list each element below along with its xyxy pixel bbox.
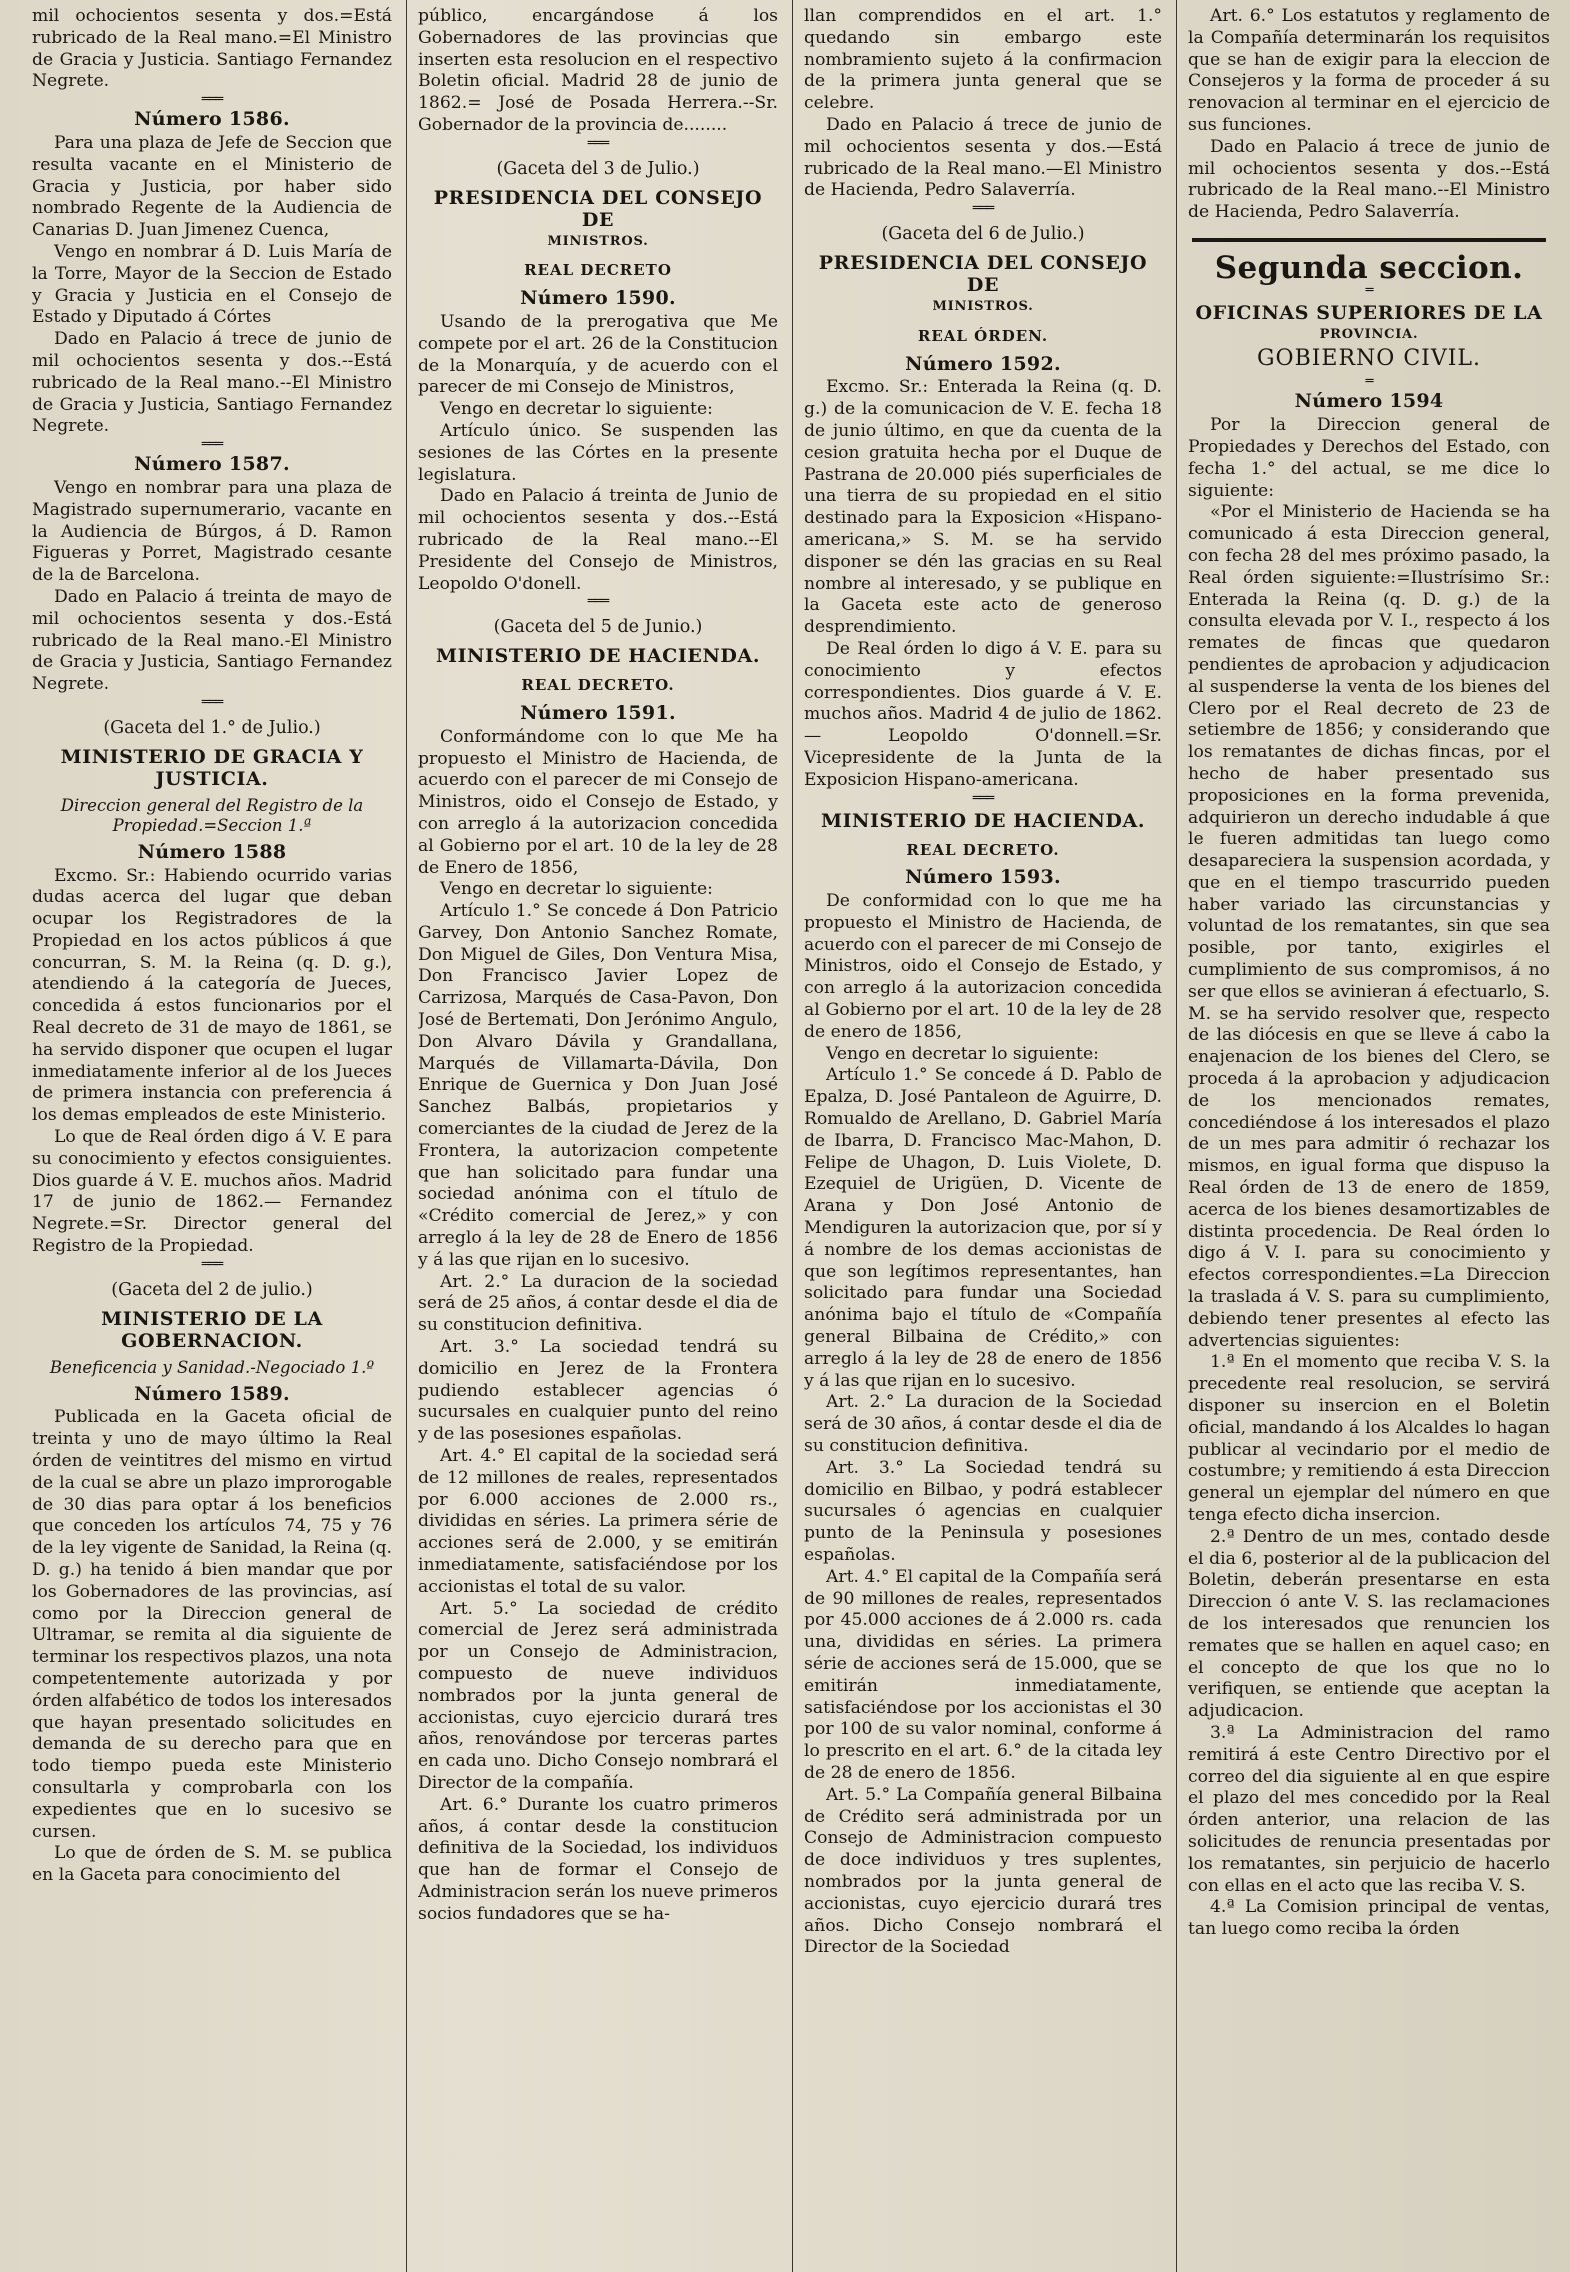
paragraph: Art. 2.° La duracion de la sociedad será de 25 años, á contar desde el dia de su constitucion definitiva. (418, 1271, 778, 1336)
paragraph: Artículo 1.° Se concede á D. Pablo de Epalza, D. José Pantaleon de Aguirre, D. Romualdo de Arellano, D. Gabriel María de Ibarra, D. Francisco Mac-Mahon, D. Felipe de Uhagon, D. Luis Violete, D. Ezequiel de Urigüen, D. Vicente de Arana y Don José Antonio de Mendiguren la autorizacion que, por sí y á nombre de los demas accionistas de que son legítimos representantes, han solicitado para fundar una Sociedad anónima bajo el título de «Compañía general Bilbaina de Crédito,» con arreglo á la ley de 28 de enero de 1856 y á las que rijan en lo sucesivo. (804, 1065, 1162, 1391)
section-subheading: Beneficencia y Sanidad.-Negociado 1.º (49, 1357, 375, 1377)
paragraph: 4.ª La Comision principal de ventas, tan luego como reciba la órden (1188, 1897, 1550, 1940)
paragraph: público, encargándose á los Gobernadores de las provincias que inserten esta resolucion en el respectivo Boletin oficial. Madrid 28 de junio de 1862.= José de Posada Herrera.--Sr. Gobernador de la provincia de........ (418, 6, 778, 135)
separator: ═══ (972, 201, 994, 217)
ministry-heading: PRESIDENCIA DEL CONSEJO DE (433, 186, 763, 231)
section-heading: Segunda seccion. (1214, 249, 1524, 286)
column-2 (418, 6, 778, 2272)
paragraph: Artículo 1.° Se concede á Don Patricio Garvey, Don Antonio Sanchez Romate, Don Miguel de Giles, Don Ventura Misa, Don Francisco Javier Lopez de Carrizosa, Marqués de Casa-Pavon, Don José de Bertemati, Don Jerónimo Angulo, Don Alvaro Dávila y Grandallana, Marqués de Villamarta-Dávila, Don Enrique de Guernica y Don Juan José Sanchez Balbás, propietarios y comerciantes de la ciudad de Jerez de la Frontera, la autorizacion competente que han solicitado para fundar una sociedad anónima con el título de «Crédito comercial de Jerez,» y con arreglo á la ley de 28 de Enero de 1856 y á las que rijan en lo sucesivo. (418, 901, 778, 1270)
gaceta-date: (Gaceta del 1.° de Julio.) (103, 717, 321, 738)
separator: ═══ (201, 694, 223, 710)
paragraph: Para una plaza de Jefe de Seccion que resulta vacante en el Ministerio de Gracia y Justicia, por haber sido nombrado Regente de la Audiencia de Canarias D. Juan Jimenez Cuenca, (32, 132, 392, 241)
paragraph: Art. 5.° La Compañía general Bilbaina de Crédito será administrada por un Consejo de Administracion compuesto de doce individuos y tres suplentes, nombrados por la junta general de accionistas, cuyo ejercicio durará tres años. Dicho Consejo nombrará el Director de la Sociedad (804, 1784, 1162, 1958)
paragraph: Vengo en nombrar para una plaza de Magistrado supernumerario, vacante en la Audiencia de Búrgos, á D. Ramon Figueras y Porret, Magistrado cesante de la de Barcelona. (32, 477, 392, 586)
paragraph: Dado en Palacio á treinta de Junio de mil ochocientos sesenta y dos.--Está rubricado de la Real mano.--El Presidente del Consejo de Ministros, Leopoldo O'donell. (418, 486, 778, 594)
decree-number: Número 1593. (905, 866, 1061, 889)
paragraph: Art. 6.° Durante los cuatro primeros años, á contar desde la constitucion definitiva de la Sociedad, los individuos que han de formar el Consejo de Administracion serán los nueve primeros socios fundadores que se ha- (418, 1794, 778, 1924)
column-1 (32, 6, 392, 2272)
ministry-heading: MINISTERIO DE HACIENDA. (820, 809, 1146, 832)
paragraph: Vengo en decretar lo siguiente: (826, 1043, 1099, 1064)
paragraph: Lo que de órden de S. M. se publica en la Gaceta para conocimiento del (32, 1843, 392, 1886)
decree-title: REAL DECRETO. (906, 840, 1060, 859)
paragraph: Vengo en nombrar á D. Luis María de la Torre, Mayor de la Seccion de Estado y Gracia y Justicia en el Consejo de Estado y Diputado á Córtes (32, 241, 392, 328)
section-subheading: Direccion general del Registro de la Propiedad.=Seccion 1.ª (60, 795, 364, 835)
paragraph: Art. 3.° La sociedad tendrá su domicilio en Jerez de la Frontera pudiendo establecer agencias ó sucursales en cualquier punto del reino y de las posesiones españolas. (418, 1337, 778, 1445)
paragraph: «Por el Ministerio de Hacienda se ha comunicado á esta Direccion general, con fecha 28 del mes próximo pasado, la Real órden siguiente:=Ilustrísimo Sr.: Enterada la Reina (q. D. g.) de la consulta elevada por V. I., respecto á los remates de fincas que quedaron pendientes de aprobacion y adjudicacion al suspenderse la venta de los bienes del Clero por el Real decreto de 23 de setiembre de 1856; y considerando que los rematantes de dichas fincas, por el hecho de haber presentado sus proposiciones en la forma prevenida, adquirieron un derecho indudable á que le fueren admitidas tan luego como desapareciera la suspension acordada, y que en el tiempo trascurrido pueden haber variado las circunstancias y voluntad de los rematantes, sin que sea posible, por tanto, exigirles el cumplimiento de sus compromisos, á no ser que ellos se avinieran á efectuarlo, S. M. se ha servido resolver que, respecto de las diócesis en que se lleve á cabo la enajenacion de los bienes del Clero, se proceda á la aprobacion y adjudicacion de los mencionados remates, concediéndose á los interesados el plazo de un mes para admitir ó rechazar los mismos, en igual forma que dispuso la Real órden de 13 de enero de 1859, acerca de los bienes desamortizables de distinta procedencia. De Real órden lo digo á V. I. para su conocimiento y efectos correspondientes.=La Direccion la traslada á V. S. para su cumplimiento, debiendo tener presentes al efecto las advertencias siguientes: (1188, 502, 1550, 1351)
decree-number: Número 1588 (137, 840, 287, 863)
separator: ═══ (201, 437, 223, 453)
ministry-heading-continued: MINISTROS. (932, 298, 1034, 314)
separator: ═══ (201, 92, 223, 108)
paragraph: De conformidad con lo que me ha propuesto el Ministro de Hacienda, de acuerdo con el parecer de mi Consejo de Ministros, oido el Consejo de Estado, y con arreglo á la autorizacion concedida al Gobierno por el art. 10 de la ley de 28 de enero de 1856, (804, 891, 1162, 1042)
separator: ═══ (201, 1256, 223, 1272)
office-heading-continued: PROVINCIA. (1319, 326, 1419, 342)
decree-title: REAL ÓRDEN. (917, 326, 1049, 345)
paragraph: Vengo en decretar lo siguiente: (440, 399, 713, 420)
separator: ═ (1365, 282, 1373, 298)
decree-number: Número 1591. (520, 701, 676, 724)
paragraph: mil ochocientos sesenta y dos.=Está rubricado de la Real mano.=El Ministro de Gracia y Justicia. Santiago Fernandez Negrete. (32, 6, 392, 92)
paragraph: Art. 6.° Los estatutos y reglamento de la Compañía determinarán los requisitos que se han de exigir para la eleccion de Consejeros y la forma de proceder á su renovacion al terminar en el ejercicio de sus funciones. (1188, 6, 1550, 135)
gaceta-date: (Gaceta del 2 de julio.) (111, 1279, 313, 1300)
column-4 (1188, 6, 1550, 2272)
paragraph: Vengo en decretar lo siguiente: (440, 879, 713, 900)
gobierno-civil-heading: GOBIERNO CIVIL. (1256, 345, 1482, 371)
paragraph: Usando de la prerogativa que Me compete por el art. 26 de la Constitucion de la Monarquía, y de acuerdo con el parecer de mi Consejo de Ministros, (418, 311, 778, 398)
ministry-heading-continued: MINISTROS. (547, 233, 649, 249)
paragraph: Dado en Palacio á trece de junio de mil ochocientos sesenta y dos.—Está rubricado de la Real mano.—El Ministro de Hacienda, Pedro Salaverría. (804, 114, 1162, 201)
paragraph: llan comprendidos en el art. 1.° quedando sin embargo este nombramiento sujeto á la confirmacion de la primera junta general que se celebre. (804, 6, 1162, 114)
paragraph: Publicada en la Gaceta oficial de treinta y uno de mayo último la Real órden de veintitres del mismo en virtud de la cual se abre un plazo improrogable de 30 dias para optar á los beneficios que conceden los artículos 74, 75 y 76 de la ley vigente de Sanidad, la Reina (q. D. g.) ha tenido á bien mandar que por los Gobernadores de las provincias, así como por la Direccion general de Ultramar, se remita al dia siguiente de terminar los respectivos plazos, una nota competentemente autorizada y por órden alfabético de todos los interesados que hayan presentado solicitudes en demanda de su derecho para que en todo tiempo pueda este Ministerio consultarla y comprobarla con los expedientes que en lo sucesivo se cursen. (32, 1407, 392, 1842)
ministry-heading: PRESIDENCIA DEL CONSEJO DE (818, 251, 1148, 296)
decree-number: Número 1587. (134, 453, 290, 476)
gaceta-date: (Gaceta del 3 de Julio.) (496, 158, 700, 179)
decree-number: Número 1589. (134, 1382, 290, 1405)
paragraph: 2.ª Dentro de un mes, contado desde el dia 6, posterior al de la publicacion del Boletin, deberán presentarse en esta Direccion ó ante V. S. las reclamaciones de los interesados que renuncien los remates que se hallen en aquel caso; en el concepto de que los que no lo verifiquen, se entiende que aceptan la adjudicacion. (1188, 1526, 1550, 1722)
column-divider (406, 0, 407, 2272)
paragraph: Dado en Palacio á trece de junio de mil ochocientos sesenta y dos.--Está rubricado de la Real mano.--El Ministro de Gracia y Justicia, Santiago Fernandez Negrete. (32, 329, 392, 437)
separator: ═══ (587, 594, 609, 610)
decree-number: Número 1594 (1294, 390, 1444, 413)
office-heading: OFICINAS SUPERIORES DE LA (1195, 301, 1543, 324)
paragraph: Dado en Palacio á treinta de mayo de mil ochocientos sesenta y dos.-Está rubricado de la Real mano.-El Ministro de Gracia y Justicia, Santiago Fernandez Negrete. (32, 586, 392, 695)
paragraph: Excmo. Sr.: Habiendo ocurrido varias dudas acerca del lugar que deban ocupar los Registradores de la Propiedad en los actos públicos á que concurran, S. M. la Reina (q. D. g.), atendiendo á la categoría de Jueces, concedida á estos funcionarios por el Real decreto de 31 de mayo de 1861, se ha servido disponer que ocupen el lugar inmediatamente inferior al de los Jueces de primera instancia con preferencia á los demas empleados de este Ministerio. (32, 865, 392, 1126)
decree-number: Número 1586. (134, 108, 290, 131)
ministry-heading: MINISTERIO DE LA GOBERNACION. (101, 1307, 323, 1352)
paragraph: Art. 4.° El capital de la sociedad será de 12 millones de reales, representados por 6.000 acciones de 2.000 rs., divididas en séries. La primera série de acciones será de 2.000, y se emitirán inmediatamente, satisfaciéndose por los accionistas el total de su valor. (418, 1446, 778, 1597)
column-divider (1176, 0, 1177, 2272)
decree-number: Número 1590. (520, 287, 676, 310)
ministry-heading: MINISTERIO DE GRACIA Y JUSTICIA. (60, 745, 364, 790)
paragraph: 3.ª La Administracion del ramo remitirá á este Centro Directivo por el correo del dia siguiente al en que espire el plazo del mes concedido por la Real órden anterior, una relacion de las solicitudes de renuncia presentadas por los rematantes, sin perjuicio de hacerlo con ellas en el acto que las reciba V. S. (1188, 1722, 1550, 1896)
paragraph: Art. 5.° La sociedad de crédito comercial de Jerez será administrada por un Consejo de Administracion, compuesto de nueve individuos nombrados por la junta general de accionistas, cuyo ejercicio durará tres años, renovándose por terceras partes en cada uno. Dicho Consejo nombrará el Director de la compañía. (418, 1598, 778, 1793)
decree-title: REAL DECRETO. (521, 676, 675, 695)
paragraph: Dado en Palacio á trece de junio de mil ochocientos sesenta y dos.--Está rubricado de la Real mano.--El Ministro de Hacienda, Pedro Salaverría. (1188, 136, 1550, 223)
gaceta-date: (Gaceta del 5 de Junio.) (493, 617, 703, 638)
paragraph: De Real órden lo digo á V. E. para su conocimiento y efectos correspondientes. Dios guarde á V. E. muchos años. Madrid 4 de julio de 1862.— Leopoldo O'donnell.=Sr. Vicepresidente de la Junta de la Exposicion Hispano-americana. (804, 638, 1162, 790)
paragraph: Por la Direccion general de Propiedades y Derechos del Estado, con fecha 1.° del actual, se me dice lo siguiente: (1188, 415, 1550, 501)
paragraph: Excmo. Sr.: Enterada la Reina (q. D. g.) de la comunicacion de V. E. fecha 18 de junio último, en que da cuenta de la cesion gratuita hecha por el Duque de Pastrana de 20.000 piés superficiales de una tierra de su propiedad en el sitio destinado para la Exposicion «Hispano-americana,» S. M. se ha servido disponer se dén las gracias en su Real nombre al interesado, y se publique en la Gaceta este acto de generoso desprendimiento. (804, 377, 1162, 638)
paragraph: Lo que de Real órden digo á V. E para su conocimiento y efectos consiguientes. Dios guarde á V. E. muchos años. Madrid 17 de junio de 1862.— Fernandez Negrete.=Sr. Director general del Registro de la Propiedad. (32, 1127, 392, 1257)
paragraph: Conformándome con lo que Me ha propuesto el Ministro de Hacienda, de acuerdo con el parecer de mi Consejo de Ministros, oido el Consejo de Estado, y con arreglo á la autorizacion concedida al Gobierno por el art. 10 de la ley de 28 de Enero de 1856, (418, 726, 778, 878)
paragraph: Art. 3.° La Sociedad tendrá su domicilio en Bilbao, y podrá establecer sucursales ó agencias en cualquier punto de la Peninsula y posesiones españolas. (804, 1457, 1162, 1565)
paragraph: Artículo único. Se suspenden las sesiones de las Córtes en la presente legislatura. (418, 420, 778, 485)
decree-number: Número 1592. (905, 352, 1061, 375)
paragraph: Art. 4.° El capital de la Compañía será de 90 millones de reales, representados por 45.000 acciones de á 2.000 rs. cada una, divididas en séries. La primera série de acciones será de 15.000, que se emitirán inmediatamente, satisfaciéndose por los accionistas el 30 por 100 de su valor nominal, conforme á lo prescrito en el art. 6.° de la citada ley de 28 de enero de 1856. (804, 1566, 1162, 1783)
column-divider (792, 0, 793, 2272)
section-rule (1192, 238, 1546, 242)
paragraph: Art. 2.° La duracion de la Sociedad será de 30 años, á contar desde el dia de su constitucion definitiva. (804, 1392, 1162, 1457)
ministry-heading: MINISTERIO DE HACIENDA. (435, 645, 761, 668)
separator: ═══ (972, 790, 994, 806)
decree-title: REAL DECRETO (524, 261, 672, 280)
gaceta-date: (Gaceta del 6 de Julio.) (881, 224, 1085, 245)
separator: ═══ (587, 135, 609, 151)
column-3 (804, 6, 1162, 2272)
separator: ═ (1365, 374, 1373, 390)
paragraph: 1.ª En el momento que reciba V. S. la precedente real resolucion, se servirá disponer su insercion en el Boletin oficial, mandando á los Alcaldes lo hagan publicar al vecindario por el medio de costumbre; y remitiendo á esta Direccion general un ejemplar del número en que tenga efecto dicha insercion. (1188, 1352, 1550, 1525)
